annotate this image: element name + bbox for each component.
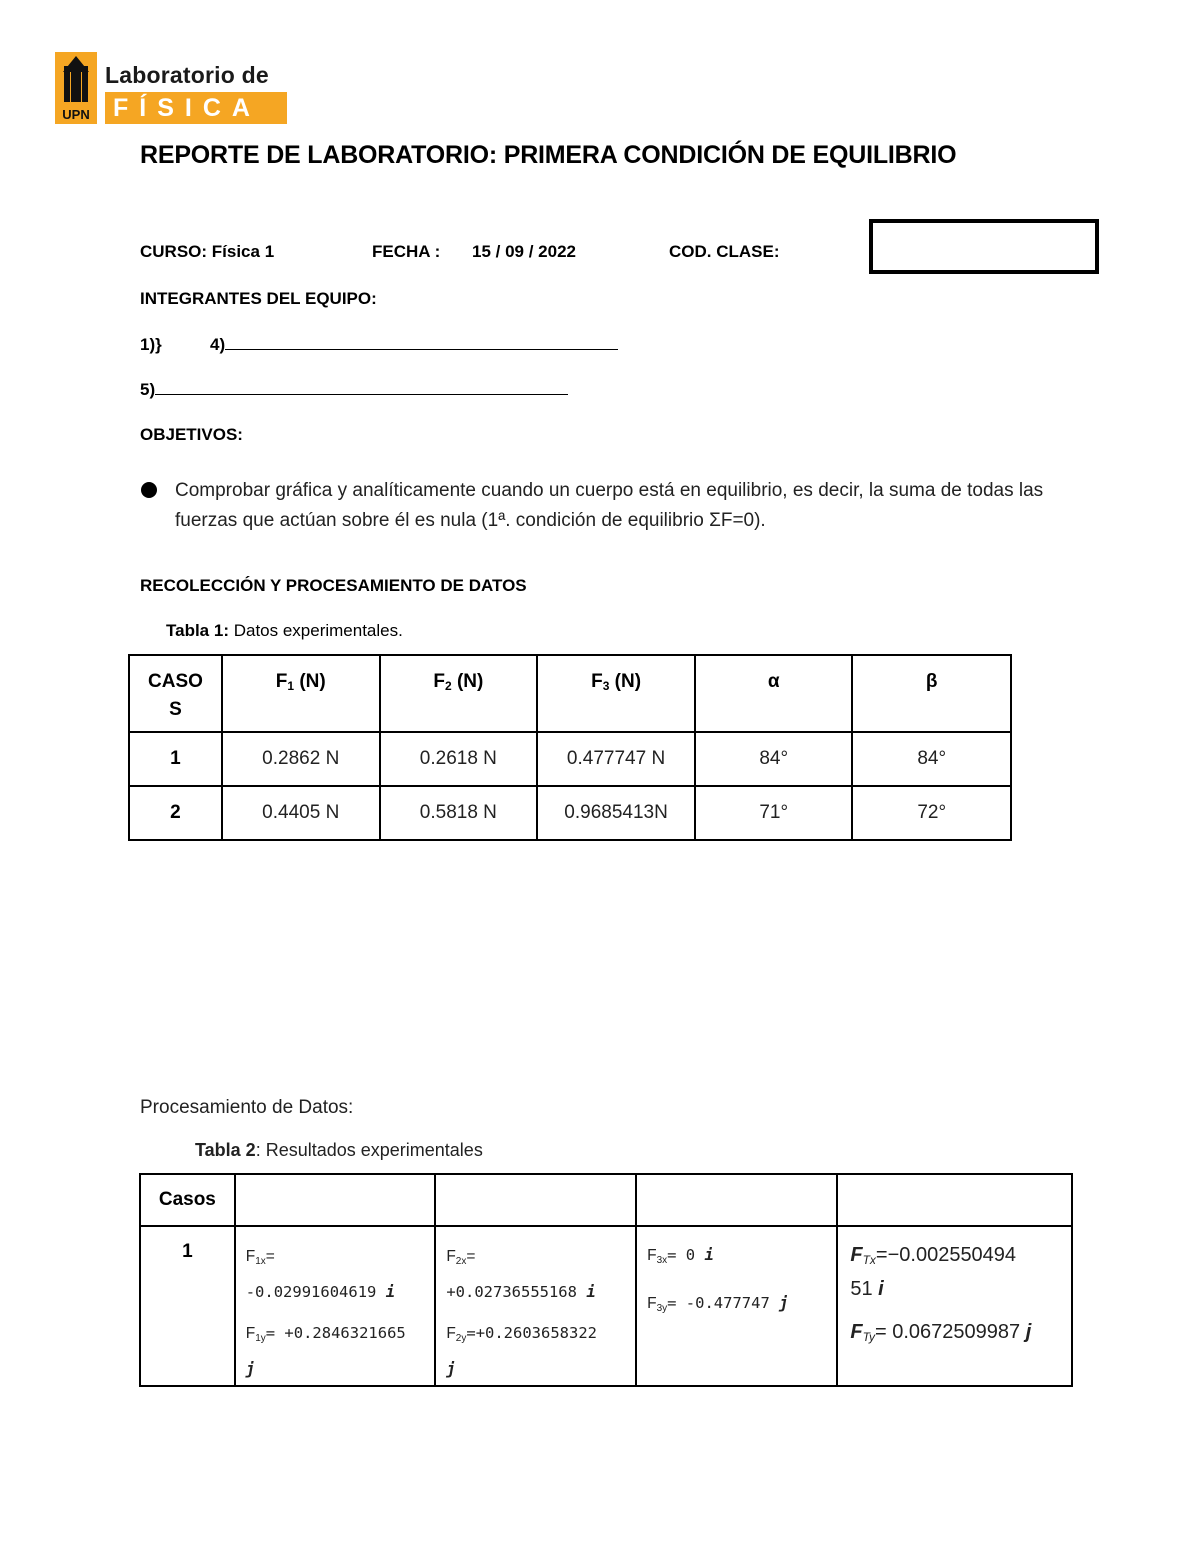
table2-cell-ftotal: FTx=−0.002550494 51 i FTy= 0.0672509987 j (837, 1226, 1072, 1386)
table1-header-alpha: α (695, 655, 853, 732)
table-row (129, 732, 1011, 786)
curso-label: CURSO: Física 1 (140, 242, 275, 261)
report-title: REPORTE DE LABORATORIO: PRIMERA CONDICIÓN DE EQUILIBRIO (140, 141, 957, 169)
member-5-field[interactable] (140, 380, 568, 400)
logo-fisica-text: FÍSICA (113, 94, 261, 122)
table1-caption-text: Datos experimentales. (228, 621, 403, 640)
table1-cell: 72° (852, 786, 1011, 840)
member-5-label: 5) (140, 380, 156, 399)
member-4-field[interactable] (210, 335, 618, 355)
fecha-value: 15 / 09 / 2022 (472, 242, 576, 261)
table2-resultados (139, 1173, 1073, 1387)
table1-cell: 0.5818 N (380, 786, 538, 840)
table1-header-casos: CASO S (129, 655, 222, 732)
table2-header-empty (636, 1174, 837, 1226)
table2-case-number: 1 (140, 1226, 235, 1386)
table2-header-empty (837, 1174, 1072, 1226)
table1-cell: 0.4405 N (222, 786, 380, 840)
member-4-line (225, 349, 618, 350)
table1-header-f1: $F_1$ (N) (222, 655, 380, 732)
table2-header-empty (235, 1174, 436, 1226)
procesamiento-heading: Procesamiento de Datos: (140, 1097, 354, 1118)
table2-cell-f3: F3x= 0 i F3y= -0.477747 j (636, 1226, 837, 1386)
table2-caption (195, 1140, 483, 1161)
table2-cell-f2: F2x= +0.02736555168 i F2y=+0.2603658322 j (435, 1226, 636, 1386)
cod-clase-label: COD. CLASE: (669, 242, 780, 261)
table1-cell: 0.477747 N (537, 732, 695, 786)
table2-header-row (140, 1174, 1072, 1226)
table1-header-f2: $F_2$ (N) (380, 655, 538, 732)
upn-mark-text: UPN (62, 107, 90, 122)
table-row (140, 1226, 1072, 1386)
table1-cell: 0.2862 N (222, 732, 380, 786)
table1-cell: 0.2618 N (380, 732, 538, 786)
member-4-label: 4) (210, 335, 226, 354)
table1-cell: 0.9685413N (537, 786, 695, 840)
table1-cell: 84° (852, 732, 1011, 786)
integrantes-label: INTEGRANTES DEL EQUIPO: (140, 289, 377, 308)
objetivo-text: Comprobar gráfica y analíticamente cuando un cuerpo está en equilibrio, es decir, la suma de todas las fuerzas que actúan sobre él es nula (1ª. condición de equilibrio ΣF=0). (175, 480, 1044, 531)
table1-caption (166, 621, 403, 641)
fecha-label: FECHA : (372, 242, 441, 261)
table1-cell: 1 (129, 732, 222, 786)
table1-cell: 84° (695, 732, 853, 786)
table1-datos-experimentales (128, 654, 1012, 841)
upn-logo-mark (55, 52, 97, 124)
table1-header-beta: β (852, 655, 1011, 732)
logo-fisica-band (105, 92, 287, 124)
member-5-line (155, 394, 568, 395)
table2-cell-f1: F1x= -0.02991604619 i F1y= +0.2846321665 j (235, 1226, 436, 1386)
table2-header-casos: Casos (140, 1174, 235, 1226)
bullet-icon (141, 482, 157, 498)
table2-caption-label: Tabla 2 (195, 1140, 256, 1160)
logo-laboratorio-text: Laboratorio de (105, 62, 269, 88)
lab-logo (55, 52, 287, 124)
table1-cell: 71° (695, 786, 853, 840)
table2-caption-text: : Resultados experimentales (255, 1140, 483, 1160)
recoleccion-heading: RECOLECCIÓN Y PROCESAMIENTO DE DATOS (140, 576, 527, 595)
objetivos-label: OBJETIVOS: (140, 425, 243, 444)
table1-header-f3: $F_3$ (N) (537, 655, 695, 732)
table2-header-empty (435, 1174, 636, 1226)
member-1-label: 1)} (140, 335, 162, 354)
table1-cell: 2 (129, 786, 222, 840)
table1-caption-label: Tabla 1: (166, 621, 229, 640)
table1-header-row (129, 655, 1011, 732)
cod-clase-box[interactable] (869, 219, 1099, 274)
table-row (129, 786, 1011, 840)
